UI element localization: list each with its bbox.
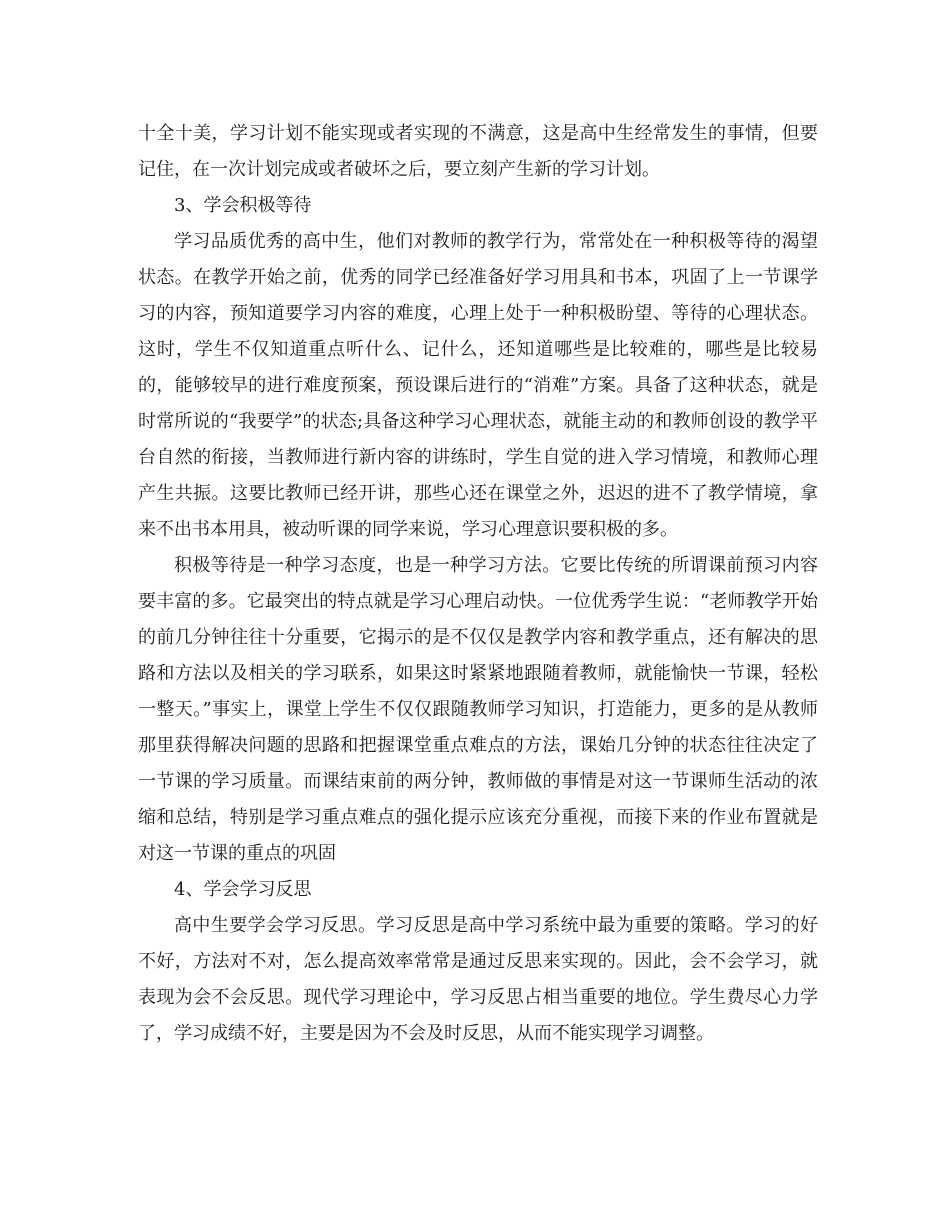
paragraph-continuation: 十全十美，学习计划不能实现或者实现的不满意，这是高中生经常发生的事情，但要记住，在一次计划完成或者破坏之后，要立刻产生新的学习计划。	[138, 123, 818, 180]
paragraph-reflection: 高中生要学会学习反思。学习反思是高中学习系统中最为重要的策略。学习的好不好，方法对不对，怎么提高效率常常是通过反思来实现的。因此，会不会学习，就表现为会不会反思。现代学习理论中，学习反思占相当重要的地位。学生费尽心力学了，学习成绩不好，主要是因为不会及时反思，从而不能实现学习调整。	[138, 915, 818, 1044]
section-heading-4: 4、学会学习反思	[174, 879, 312, 900]
paragraph-waiting-method: 积极等待是一种学习态度，也是一种学习方法。它要比传统的所谓课前预习内容要丰富的多。它最突出的特点就是学习心理启动快。一位优秀学生说：“老师教学开始的前几分钟往往十分重要，它揭示的是不仅仅是教学内容和教学重点，还有解决的思路和方法以及相关的学习联系，如果这时紧紧地跟随着教师，就能愉快一节课，轻松一整天。”事实上，课堂上学生不仅仅跟随教师学习知识，打造能力，更多的是从教师那里获得解决问题的思路和把握课堂重点难点的方法，课始几分钟的状态往往决定了一节课的学习质量。而课结束前的两分钟，教师做的事情是对这一节课师生活动的浓缩和总结，特别是学习重点难点的强化提示应该充分重视，而接下来的作业布置就是对这一节课的重点的巩固	[138, 555, 818, 864]
section-heading-3: 3、学会积极等待	[174, 195, 312, 216]
document-body	[138, 116, 818, 1052]
paragraph-waiting-state: 学习品质优秀的高中生，他们对教师的教学行为，常常处在一种积极等待的渴望状态。在教学开始之前，优秀的同学已经准备好学习用具和书本，巩固了上一节课学习的内容，预知道要学习内容的难度，心理上处于一种积极盼望、等待的心理状态。这时，学生不仅知道重点听什么、记什么，还知道哪些是比较难的，哪些是比较易的，能够较早的进行难度预案，预设课后进行的“消难”方案。具备了这种状态，就是时常所说的“我要学”的状态;具备这种学习心理状态，就能主动的和教师创设的教学平台自然的衔接，当教师进行新内容的讲练时，学生自觉的进入学习情境，和教师心理产生共振。这要比教师已经开讲，那些心还在课堂之外，迟迟的进不了教学情境，拿来不出书本用具，被动听课的同学来说，学习心理意识要积极的多。	[138, 231, 818, 540]
